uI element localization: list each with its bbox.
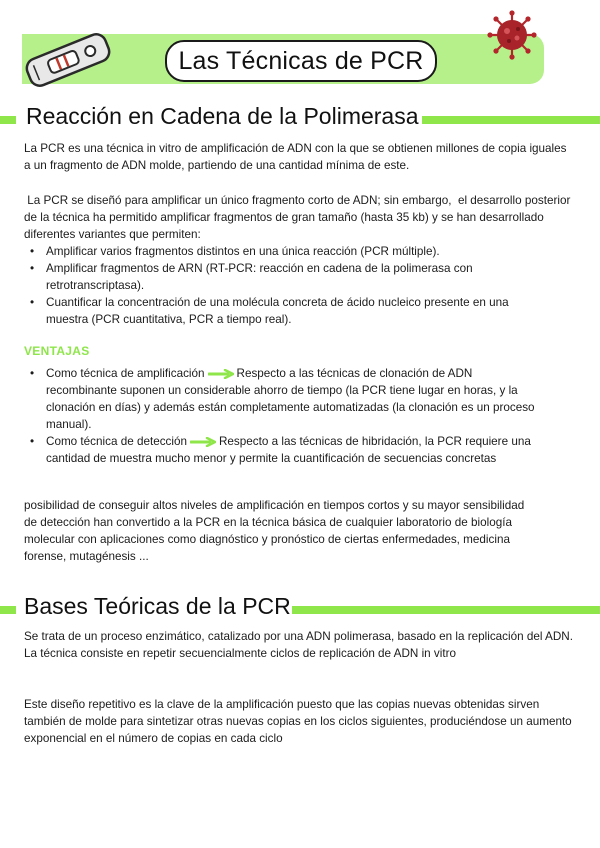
section2-heading-row (0, 593, 600, 623)
ventajas-list (26, 365, 536, 467)
ventajas-closing: posibilidad de conseguir altos niveles de amplificación en tiempos cortos y su mayor sensibilidad de detección han convertido a la PCR en la técnica básica de cualquier laboratorio de biología molecular con aplicaciones como diagnóstico y pronóstico de ciertas enfermedades, medicina forense, mutagénesis ... (24, 499, 525, 563)
page-title-box (165, 40, 437, 82)
bullet-glyph: • (30, 367, 35, 380)
list-item: • Como técnica de amplificación Respecto a las técnicas de clonación de ADN recombinante suponen un considerable ahorro de tiempo (la PCR tiene lugar en horas, y la clonación en días) y además están completamente automatizadas (la clonación es un proceso manual). (30, 367, 535, 431)
bullet-glyph: • (30, 245, 35, 258)
variants-list (26, 243, 548, 328)
section2-heading: Bases Teóricas de la PCR (24, 593, 291, 619)
heading-accent-bar-left (0, 116, 16, 124)
list-item: • Amplificar varios fragmentos distintos en una única reacción (PCR múltiple). (30, 245, 440, 258)
pcr-test-kit-icon (18, 28, 118, 92)
page-title: Las Técnicas de PCR (178, 46, 424, 75)
bullet-glyph: • (30, 296, 35, 309)
section2-paragraph-2: Este diseño repetitivo es la clave de la amplificación puesto que las copias nuevas obtenidas sirven también de molde para sintetizar otras nuevas copias en los ciclos siguientes, produciéndose un aumento exponencial en el número de copias en cada ciclo (24, 698, 572, 745)
list-item: • Como técnica de detección Respecto a las técnicas de hibridación, la PCR requiere una cantidad de muestra mucho menor y permite la cuantificación de secuencias concretas (30, 435, 531, 465)
section1-paragraph-1: La PCR es una técnica in vitro de amplificación de ADN con la que se obtienen millones de copia iguales a un fragmento de ADN molde, partiendo de una cantidad mínima de este. (24, 142, 567, 172)
section1-heading: Reacción en Cadena de la Polimerasa (26, 103, 419, 129)
list-item: • Cuantificar la concentración de una molécula concreta de ácido nucleico presente en una muestra (PCR cuantitativa, PCR a tiempo real). (30, 296, 509, 326)
section1-paragraph-2: La PCR se diseñó para amplificar un único fragmento corto de ADN; sin embargo, el desarrollo posterior de la técnica ha permitido amplificar fragmentos de gran tamaño (hasta 35 kb) y se han desarrollado diferentes variantes que permiten: (24, 194, 574, 241)
section2-paragraph-1: Se trata de un proceso enzimático, catalizado por una ADN polimerasa, basado en la replicación del ADN. La técnica consiste en repetir secuencialmente ciclos de replicación de ADN in vitro (24, 630, 573, 660)
bullet-glyph: • (30, 435, 35, 448)
heading-accent-bar-left (0, 606, 16, 614)
section1-heading-row (0, 103, 600, 133)
heading-accent-bar-right (292, 606, 600, 614)
bullet-glyph: • (30, 262, 35, 275)
list-item: • Amplificar fragmentos de ARN (RT-PCR: reacción en cadena de la polimerasa con retrotranscriptasa). (30, 262, 473, 292)
heading-accent-bar-right (422, 116, 600, 124)
ventajas-label: VENTAJAS (24, 344, 90, 358)
arrow-right-icon (190, 437, 216, 447)
virus-icon (487, 10, 537, 60)
arrow-right-icon (208, 369, 234, 379)
